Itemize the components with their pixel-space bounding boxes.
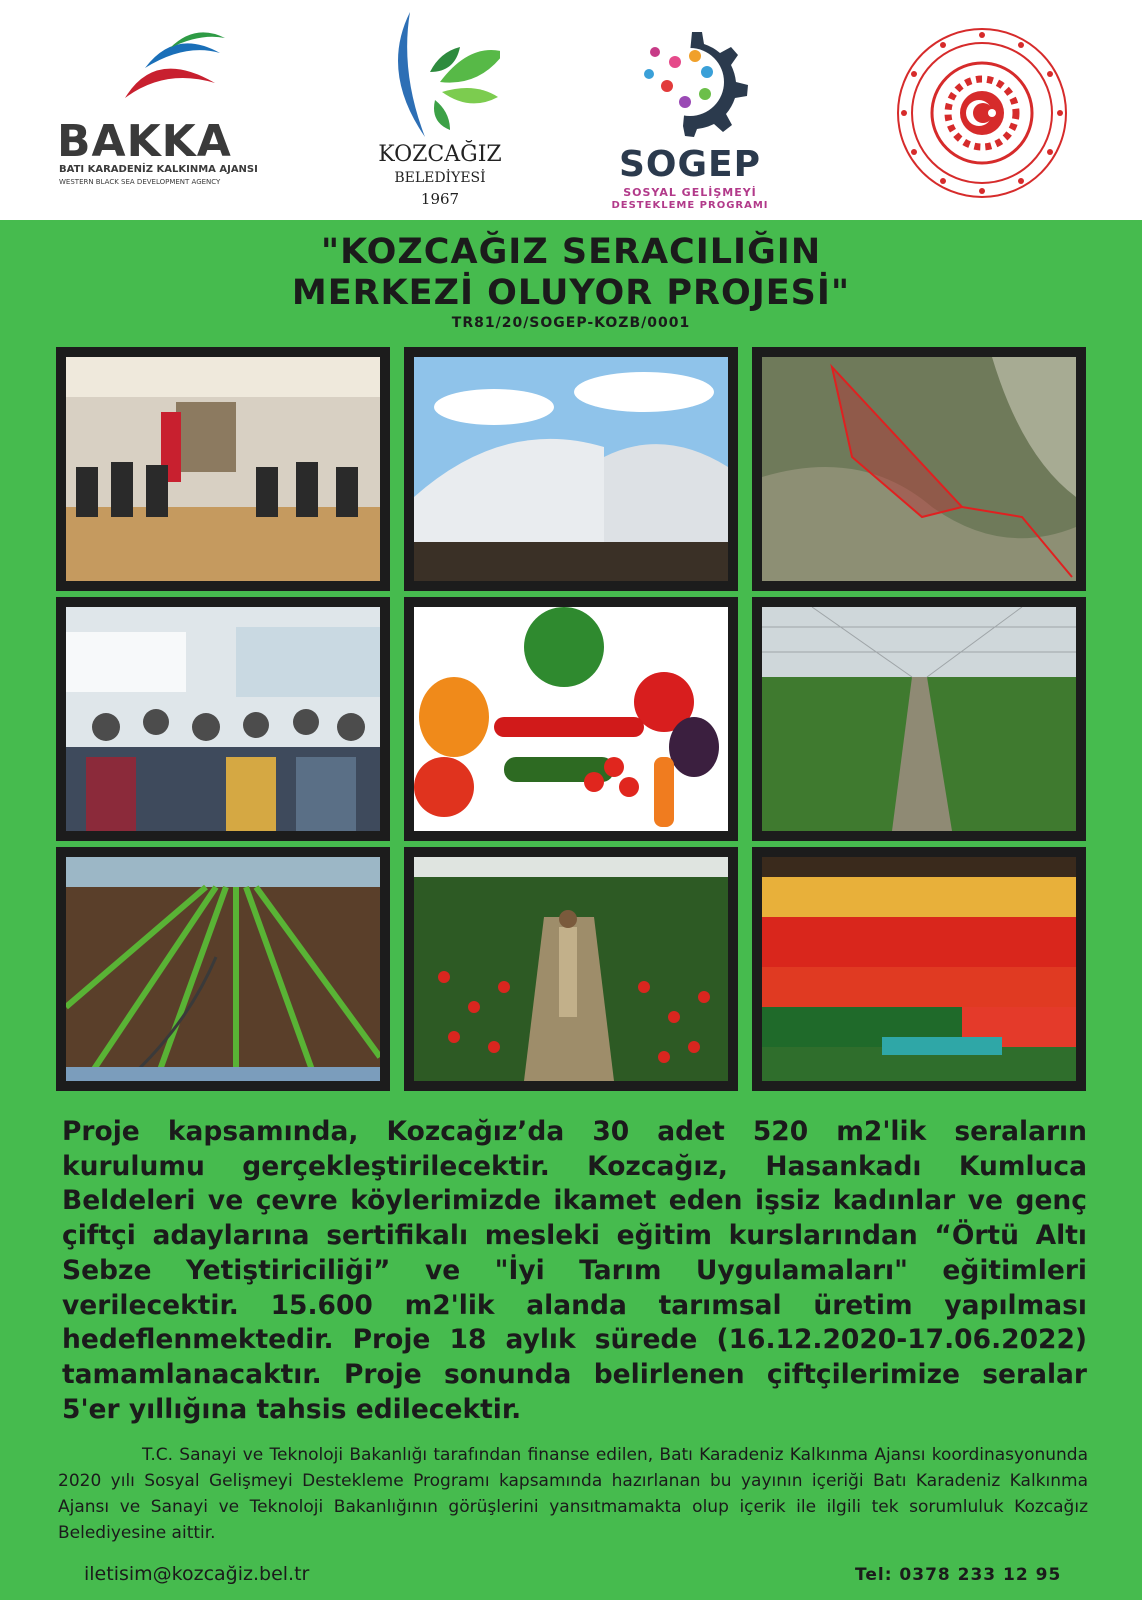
contact-phone: Tel: 0378 233 12 95	[855, 1565, 1062, 1585]
project-description: Proje kapsamında, Kozcağız’da 30 adet 520 m2'lik seraların kurulumu gerçekleştirilecektir. Kozcağız, Hasankadı Kumluca Beldeleri ve çevre köylerimizde ikamet eden işsiz kadınlar ve genç çiftçi adaylarına sertifikalı mesleki eğitim kurslarından “Örtü Altı Sebze Yetiştiriciliği” ve "İyi Tarım Uygulamaları" eğitimleri verilecektir. 15.600 m2'lik alanda tarımsal üretim yapılması hedeflenmektedir. Proje 18 aylık sürede (16.12.2020-17.06.2022) tamamlanacaktır. Proje sonunda belirlenen çiftçilerimize seralar 5'er yıllığına tahsis edilecektir.	[62, 1116, 1087, 1425]
bakka-subtitle-en: WESTERN BLACK SEA DEVELOPMENT AGENCY	[59, 178, 221, 186]
title-line-1: "KOZCAĞIZ SERACILIĞIN	[320, 232, 822, 272]
leaf-icon	[380, 12, 500, 142]
photo-vegetables	[404, 597, 738, 841]
photo-greenhouse-interior	[752, 597, 1086, 841]
bakka-logo	[55, 28, 258, 188]
disclaimer-text: T.C. Sanayi ve Teknoloji Bakanlığı tarafından finanse edilen, Batı Karadeniz Kalkınma Ajansı koordinasyonunda 2020 yılı Sosyal Gelişmeyi Destekleme Programı kapsamında hazırlanan bu yayının içeriği Batı Karadeniz Kalkınma Ajansı ve Sanayi ve Teknoloji Bakanlığının görüşlerini yansıtmamakta olup içerik ile ilgili tek sorumluluk Kozcağız Belediyesine aittir.	[58, 1445, 1088, 1543]
title-line-2: MERKEZİ OLUYOR PROJESİ"	[291, 273, 851, 313]
sogep-name: SOGEP	[618, 144, 762, 185]
sogep-logo	[600, 22, 780, 212]
vegetables-photo	[414, 607, 728, 831]
market-produce-photo	[762, 857, 1076, 1081]
photo-tomato-greenhouse	[404, 847, 738, 1091]
project-code: TR81/20/SOGEP-KOZB/0001	[451, 315, 691, 331]
kozcagiz-year: 1967	[420, 190, 460, 208]
photo-meeting	[56, 347, 390, 591]
tomato-greenhouse-photo	[414, 857, 728, 1081]
greenhouse-exterior-photo	[414, 357, 728, 581]
kozcagiz-subtitle: BELEDİYESİ	[394, 170, 486, 186]
photo-training-class	[56, 597, 390, 841]
meeting-photo	[66, 357, 380, 581]
photo-market-produce	[752, 847, 1086, 1091]
logo-band	[0, 0, 1142, 220]
ministry-seal-icon	[895, 26, 1069, 200]
sogep-subtitle: SOSYAL GELİŞMEYİ	[623, 186, 757, 199]
field-rows-photo	[66, 857, 380, 1081]
sogep-subtitle-2: DESTEKLEME PROGRAMI	[611, 200, 769, 211]
project-title	[0, 232, 1142, 314]
satellite-map-photo	[762, 357, 1076, 581]
contact-email: iletisim@kozcağiz.bel.tr	[84, 1563, 310, 1585]
kozcagiz-logo	[360, 12, 520, 212]
greenhouse-interior-photo	[762, 607, 1076, 831]
photo-field-rows	[56, 847, 390, 1091]
ministry-seal	[895, 26, 1069, 200]
photo-greenhouse-exterior	[404, 347, 738, 591]
gear-icon	[635, 22, 750, 137]
bird-icon	[85, 28, 225, 118]
training-class-photo	[66, 607, 380, 831]
photo-satellite-map	[752, 347, 1086, 591]
bakka-subtitle: BATI KARADENİZ KALKINMA AJANSI	[59, 164, 258, 175]
kozcagiz-name: KOZCAĞIZ	[378, 142, 502, 167]
bakka-name: BAKKA	[57, 116, 232, 167]
